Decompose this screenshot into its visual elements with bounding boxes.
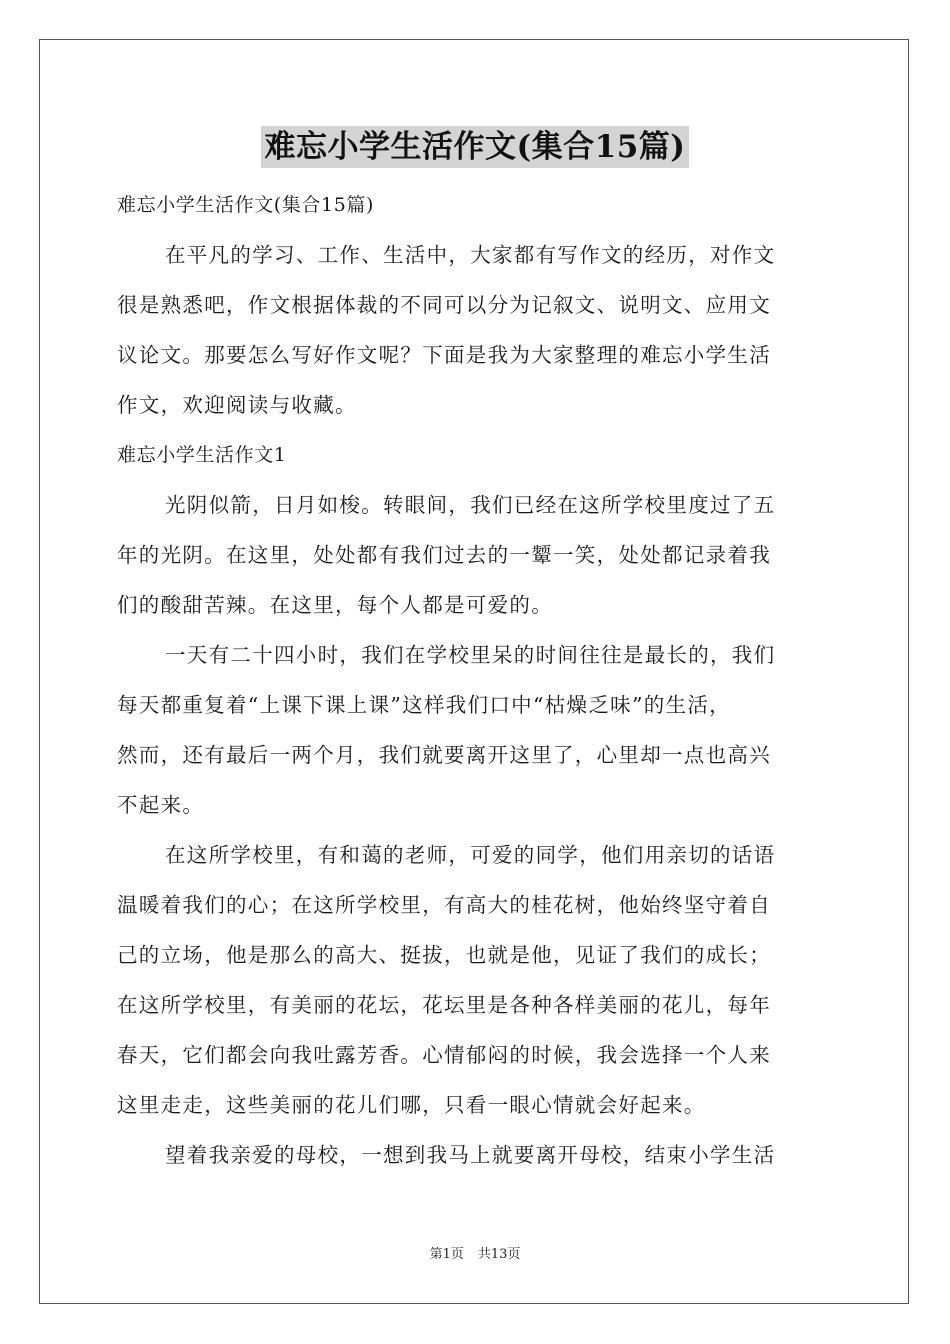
paragraph-line: 这里走走，这些美丽的花儿们哪，只看一眼心情就会好起来。 — [117, 1093, 706, 1117]
paragraph-line: 议论文。那要怎么写好作文呢？下面是我为大家整理的难忘小学生活 — [117, 343, 771, 367]
paragraph-line: 在这所学校里，有和蔼的老师，可爱的同学，他们用亲切的话语 — [165, 843, 776, 867]
page-footer — [0, 1243, 950, 1262]
paragraph-line: 一天有二十四小时，我们在学校里呆的时间往往是最长的，我们 — [165, 643, 776, 667]
paragraph-line: 们的酸甜苦辣。在这里，每个人都是可爱的。 — [117, 593, 553, 617]
paragraph-line: 春天，它们都会向我吐露芳香。心情郁闷的时候，我会选择一个人来 — [117, 1043, 771, 1067]
subtitle-line: 难忘小学生活作文(集合15篇) — [117, 194, 375, 216]
paragraph-line: 作文，欢迎阅读与收藏。 — [117, 393, 357, 417]
paragraph-line: 温暖着我们的心；在这所学校里，有高大的桂花树，他始终坚守着自 — [117, 893, 771, 917]
paragraph-line: 在这所学校里，有美丽的花坛，花坛里是各种各样美丽的花儿，每年 — [117, 993, 771, 1017]
page-number: 第1页 — [429, 1247, 464, 1262]
paragraph-line: 每天都重复着“上课下课上课”这样我们口中“枯燥乏味”的生活， — [117, 693, 731, 717]
paragraph-line: 光阴似箭，日月如梭。转眼间，我们已经在这所学校里度过了五 — [165, 493, 776, 517]
document-title: 难忘小学生活作文(集合15篇) — [261, 126, 690, 168]
paragraph-line: 然而，还有最后一两个月，我们就要离开这里了，心里却一点也高兴 — [117, 743, 771, 767]
paragraph-line: 很是熟悉吧，作文根据体裁的不同可以分为记叙文、说明文、应用文 — [117, 293, 771, 317]
section-heading: 难忘小学生活作文1 — [117, 444, 287, 466]
paragraph-line: 年的光阴。在这里，处处都有我们过去的一颦一笑，处处都记录着我 — [117, 543, 771, 567]
page-total: 共13页 — [477, 1247, 521, 1262]
paragraph-line: 己的立场，他是那么的高大、挺拔，也就是他，见证了我们的成长； — [117, 943, 771, 967]
paragraph-line: 在平凡的学习、工作、生活中，大家都有写作文的经历，对作文 — [165, 243, 776, 267]
title-container — [0, 126, 950, 168]
paragraph-line: 望着我亲爱的母校，一想到我马上就要离开母校，结束小学生活 — [165, 1143, 776, 1167]
paragraph-line: 不起来。 — [117, 793, 205, 817]
document-body — [117, 180, 833, 1180]
